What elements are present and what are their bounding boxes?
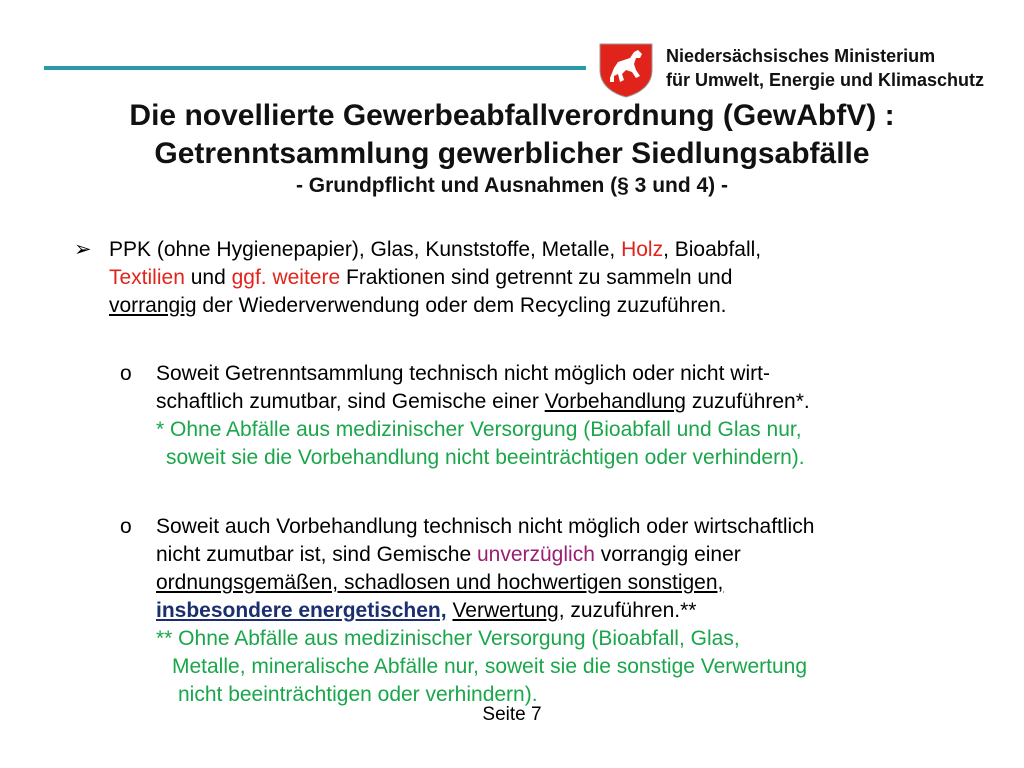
sub1-vorbehandlung: Vorbehandlung <box>544 390 686 413</box>
sub1-note1: * Ohne Abfälle aus medizinischer Versorgung (Bioabfall und Glas nur, <box>156 418 802 441</box>
sub-bullet-2-text <box>156 513 990 709</box>
sub2-line4d: , zuzuführen.** <box>558 599 697 622</box>
main-bullet-textilien: Textilien <box>109 266 185 289</box>
page-number: Seite 7 <box>482 704 542 725</box>
sub2-verwertung: Verwertung <box>452 599 559 622</box>
header-divider-line <box>44 66 586 70</box>
ministry-line-1: Niedersächsisches Ministerium <box>666 46 936 66</box>
sub-bullet-2 <box>120 513 990 709</box>
sub2-energetisch: insbesondere energetischen, <box>156 599 447 622</box>
title-subtitle: - Grundpflicht und Ausnahmen (§ 3 und 4) - <box>295 174 729 197</box>
sub1-note2: soweit sie die Vorbehandlung nicht beeinträchtigen oder verhindern). <box>166 446 805 469</box>
sub2-line2a: nicht zumutbar ist, sind Gemische <box>156 543 477 566</box>
ministry-name <box>666 44 984 92</box>
main-bullet-seg9: der Wiederverwendung oder dem Recycling zuzuführen. <box>196 294 727 317</box>
main-bullet-seg3: , Bioabfall, <box>663 238 762 261</box>
sub1-line2c: zuzuführen*. <box>686 390 810 413</box>
sub-bullet-1 <box>120 360 990 472</box>
main-bullet-ggf-weitere: ggf. weitere <box>231 266 341 289</box>
main-bullet <box>74 236 974 320</box>
main-bullet-vorrangig: vorrangig <box>109 294 197 317</box>
arrow-bullet-icon: ➢ <box>74 238 92 261</box>
main-bullet-seg7: Fraktionen sind getrennt zu sammeln und <box>340 266 733 289</box>
sub2-line3: ordnungsgemäßen, schadlosen und hochwertigen sonstigen, <box>156 571 724 594</box>
sub2-note3: nicht beeinträchtigen oder verhindern). <box>178 683 538 706</box>
title-line-2: Getrenntsammlung gewerblicher Siedlungsabfälle <box>154 137 870 170</box>
sub2-line1: Soweit auch Vorbehandlung technisch nicht möglich oder wirtschaftlich <box>156 515 815 538</box>
main-bullet-text <box>109 236 974 320</box>
sub2-line2c: vorrangig einer <box>594 543 741 566</box>
page-title <box>0 97 1024 199</box>
sub1-line2a: schaftlich zumutbar, sind Gemische einer <box>156 390 545 413</box>
sub-bullet-1-text <box>156 360 990 472</box>
title-line-1: Die novellierte Gewerbeabfallverordnung (GewAbfV) : <box>129 99 895 132</box>
sub1-line1: Soweit Getrenntsammlung technisch nicht möglich oder nicht wirt- <box>156 362 770 385</box>
main-bullet-holz: Holz <box>621 238 664 261</box>
sub2-unverzueglich: unverzüglich <box>476 543 595 566</box>
sub2-note2: Metalle, mineralische Abfälle nur, soweit sie die sonstige Verwertung <box>172 655 808 678</box>
circle-bullet-icon: o <box>120 362 132 385</box>
circle-bullet-icon: o <box>120 515 132 538</box>
main-bullet-seg5: und <box>184 266 232 289</box>
sub2-note1: ** Ohne Abfälle aus medizinischer Versorgung (Bioabfall, Glas, <box>156 627 740 650</box>
main-bullet-seg1: PPK (ohne Hygienepapier), Glas, Kunststoffe, Metalle, <box>109 238 622 261</box>
niedersachsen-horse-crest-icon <box>596 40 656 98</box>
ministry-line-2: für Umwelt, Energie und Klimaschutz <box>666 70 985 90</box>
